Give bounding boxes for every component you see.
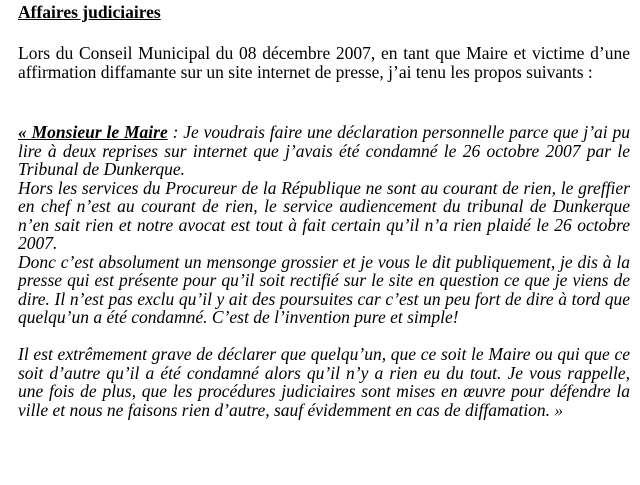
section-heading: Affaires judiciaires [18, 2, 161, 22]
quote-paragraph-1 [18, 123, 630, 179]
quoted-statement [18, 123, 630, 419]
quote-paragraph-4: Il est extrêmement grave de déclarer que quelqu’un, que ce soit le Maire ou qui que ce soit d’autre qu’il a été condamné alors qu’il n’y a rien eu du tout. Je vous rappelle, une fois de plus, que les procédures judiciaires sont mises en œuvre pour défendre la ville et nous ne faisons rien d’autre, sauf évidemment en cas de diffamation. » [18, 344, 630, 420]
quote-text-1: : Je voudrais faire une déclaration personnelle parce que j’ai pu lire à deux reprises sur internet que j’avais été condamné le 26 octobre 2007 par le Tribunal de Dunkerque. [18, 122, 631, 179]
quote-paragraph-3: Donc c’est absolument un mensonge grossier et je vous le dit publiquement, je dis à la presse qui est présente pour qu’il soit rectifié sur le site en question ce que je viens de dire. Il n’est pas exclu qu’il y ait des poursuites car c’est un peu fort de dire à tord que quelqu’un a été condamné. C’est de l’invention pure et simple! [18, 251, 630, 327]
intro-paragraph: Lors du Conseil Municipal du 08 décembre 2007, en tant que Maire et victime d’une affirmation diffamante sur un site internet de presse, j’ai tenu les propos suivants : [18, 43, 630, 82]
speaker-label: « Monsieur le Maire [18, 122, 168, 142]
quote-paragraph-2: Hors les services du Procureur de la République ne sont au courant de rien, le greffier en chef n’est au courant de rien, le service audiencement du tribunal de Dunkerque n’en sait rien et notre avocat est tout à fait certain qu’il n’a rien plaidé le 26 octobre 2007. [18, 177, 630, 253]
